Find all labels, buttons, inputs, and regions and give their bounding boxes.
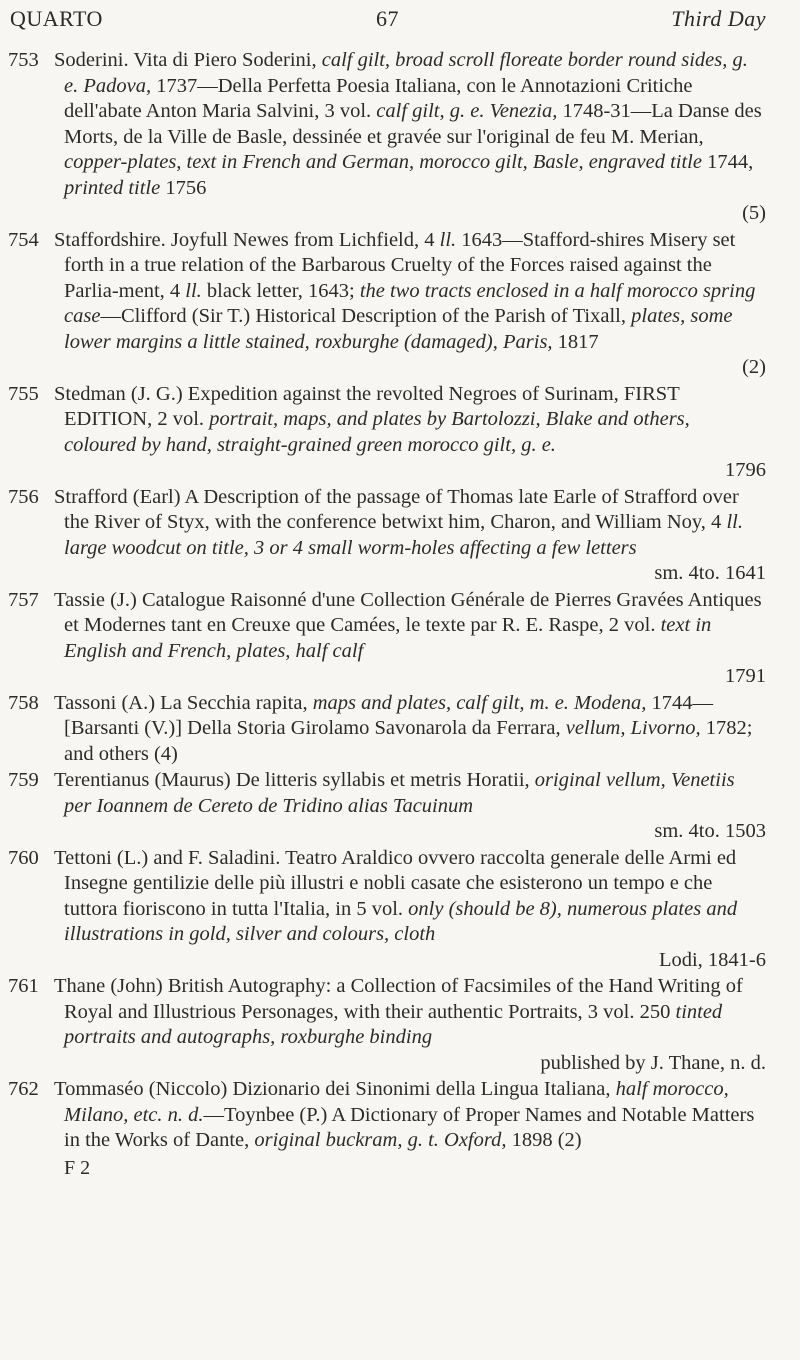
lot-description: Tassoni (A.) La Secchia rapita, maps and plates, calf gilt, m. e. Modena, 1744—[Barsanti (V.)] Della Storia Girolamo Savonarola da Ferrara, vellum, Livorno, 1782; and others (4)	[54, 691, 753, 765]
italic-phrase: calf gilt, broad scroll floreate border round sides, g. e. Padova,	[64, 49, 748, 97]
lot-description: Terentianus (Maurus) De litteris syllabis et metris Horatii, original vellum, Venetiis per Ioannem de Cereto de Tridino alias Tacuinum	[54, 769, 735, 817]
italic-phrase: only (should be 8), numerous plates and illustrations in gold, silver and colours, cloth	[64, 897, 738, 945]
italic-phrase: original vellum, Venetiis per Ioannem de Cereto de Tridino alias Tacuinum	[64, 769, 735, 817]
italic-phrase: text in English and French, plates, half calf	[64, 614, 712, 662]
lot-number: 753	[8, 49, 39, 71]
lot-detail: sm. 4to. 1503	[654, 820, 766, 842]
lot-detail: 1796	[725, 459, 766, 481]
header-day-label: Third Day	[671, 6, 766, 31]
lot-number: 755	[8, 382, 39, 405]
lot-detail: published by J. Thane, n. d.	[540, 1051, 766, 1074]
lot-number: 759	[8, 769, 39, 791]
lot-entry	[0, 691, 800, 768]
italic-phrase: the two tracts enclosed in a half morocco spring case	[64, 279, 756, 327]
italic-phrase: ll.	[185, 279, 202, 302]
lot-description: Soderini. Vita di Piero Soderini, calf gilt, broad scroll floreate border round sides, g. e. Padova, 1737—Della Perfetta Poesia Italiana, con le Annotazioni Critiche dell'abate Anton Maria Salvini, 3 vol. calf gilt, g. e. Venezia, 1748-31—La Danse des Morts, de la Ville de Basle, dessinée et gravée sur l'original de feu M. Merian, copper-plates, text in French and German, morocco gilt, Basle, engraved title 1744, printed title 1756	[54, 49, 762, 199]
lot-number: 757	[8, 588, 39, 611]
italic-phrase: portrait, maps, and plates by Bartolozzi, Blake and others, coloured by hand, straight-grained green morocco gilt, g. e.	[64, 408, 690, 456]
lot-number: 760	[8, 846, 39, 869]
lot-description: Tettoni (L.) and F. Saladini. Teatro Araldico ovvero raccolta generale delle Armi ed Insegne gentilizie delle più illustri e nobli casate che esisterono un tempo e che tuttora fioriscono in tutta l'Italia, in 5 vol. only (should be 8), numerous plates and illustrations in gold, silver and colours, cloth	[54, 846, 738, 945]
italic-phrase: plates, some lower margins a little stained, roxburghe (damaged), Paris,	[64, 305, 733, 353]
lot-description: Stedman (J. G.) Expedition against the revolted Negroes of Surinam, FIRST EDITION, 2 vol. portrait, maps, and plates by Bartolozzi, Blake and others, coloured by hand, straight-grained green morocco gilt, g. e.	[54, 382, 690, 456]
lot-number: 756	[8, 485, 39, 508]
italic-phrase: tinted portraits and autographs, roxburghe binding	[64, 1000, 723, 1048]
lot-entry	[0, 48, 800, 227]
italic-phrase: calf gilt, g. e. Venezia,	[376, 100, 558, 122]
lot-list	[0, 48, 800, 1181]
italic-phrase: original buckram, g. t. Oxford,	[254, 1129, 507, 1151]
page-header	[0, 6, 800, 46]
italic-phrase: copper-plates, text in French and German, morocco gilt, Basle, engraved title	[64, 151, 702, 173]
lot-number: 762	[8, 1078, 39, 1100]
header-section-label: QUARTO	[10, 6, 103, 31]
lot-detail: Lodi, 1841-6	[658, 948, 766, 971]
lot-number: 754	[8, 228, 39, 251]
italic-phrase: ll. large woodcut on title, 3 or 4 small worm-holes affecting a few letters	[64, 511, 743, 559]
lot-entry	[0, 974, 800, 1076]
lot-number: 758	[8, 691, 39, 714]
lot-description: Thane (John) British Autography: a Collection of Facsimiles of the Hand Writing of Royal and Illustrious Personages, with their authentic Portraits, 3 vol. 250 tinted portraits and autographs, roxburghe binding	[54, 975, 743, 1048]
lot-entry	[0, 485, 800, 587]
lot-description: Tassie (J.) Catalogue Raisonné d'une Collection Générale de Pierres Gravées Antiques et Modernes tant en Creuxe que Camées, le texte par R. E. Raspe, 2 vol. text in English and French, plates, half calf	[54, 588, 762, 662]
lot-description: Strafford (Earl) A Description of the passage of Thomas late Earle of Strafford over the River of Styx, with the conference betwixt him, Charon, and William Noy, 4 ll. large woodcut on title, 3 or 4 small worm-holes affecting a few letters	[54, 485, 743, 559]
lot-detail: 1791	[725, 665, 766, 687]
lot-entry	[0, 768, 800, 845]
italic-phrase: half morocco, Milano, etc. n. d.	[64, 1078, 729, 1126]
lot-entry	[0, 382, 800, 484]
italic-phrase: ll.	[439, 228, 457, 251]
lot-entry	[0, 228, 800, 381]
lot-entry	[0, 588, 800, 690]
signature-mark: F 2	[64, 1156, 91, 1179]
lot-description: Staffordshire. Joyfull Newes from Lichfield, 4 ll. 1643—Stafford-shires Misery set forth in a true relation of the Barbarous Cruelty of the Forces raised against the Parlia-ment, 4 ll. black letter, 1643; the two tracts enclosed in a half morocco spring case—Clifford (Sir T.) Historical Description of the Parish of Tixall, plates, some lower margins a little stained, roxburghe (damaged), Paris, 1817	[54, 228, 756, 353]
lot-number: 761	[8, 975, 39, 997]
lot-detail: (2)	[742, 356, 766, 378]
page-number: 67	[376, 6, 399, 31]
lot-description: Tommaséo (Niccolo) Dizionario dei Sinonimi della Lingua Italiana, half morocco, Milano, etc. n. d.—Toynbee (P.) A Dictionary of Proper Names and Notable Matters in the Works of Dante, original buckram, g. t. Oxford, 1898 (2)	[54, 1078, 755, 1151]
italic-phrase: vellum, Livorno,	[565, 717, 701, 739]
lot-detail: (5)	[742, 202, 766, 224]
lot-detail: sm. 4to. 1641	[654, 562, 766, 584]
italic-phrase: maps and plates, calf gilt, m. e. Modena,	[312, 691, 647, 714]
lot-entry	[0, 1077, 800, 1154]
italic-phrase: printed title	[64, 176, 161, 199]
lot-entry	[0, 846, 800, 974]
